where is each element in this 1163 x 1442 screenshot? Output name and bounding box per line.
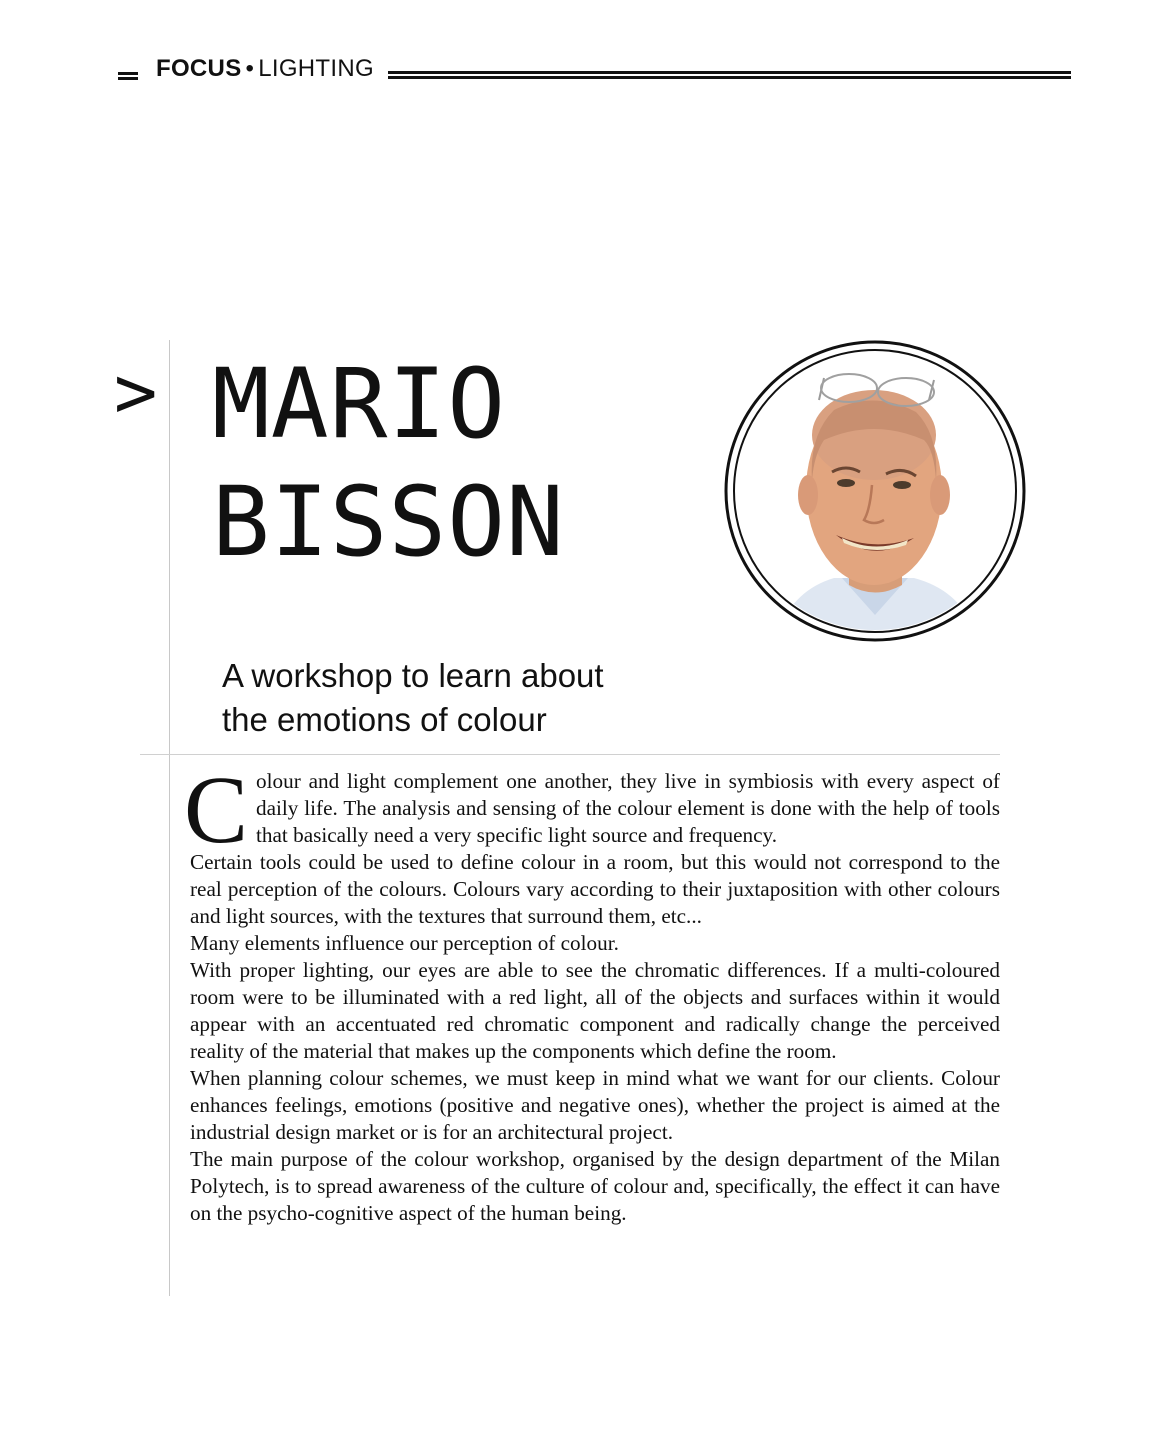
chevron-icon: > (114, 350, 158, 434)
subtitle-line-2: the emotions of colour (222, 701, 547, 738)
article-body (184, 756, 1000, 1227)
header-rule (388, 71, 1071, 74)
paragraph-1 (184, 756, 1000, 863)
paragraph-2: Certain tools could be used to define colour in a room, but this would not correspond to the real perception of the colours. Colours vary according to their juxtaposition with other colours and light sources, with the textures that surround them, etc... (190, 850, 1000, 928)
paragraph-3: Many elements influence our perception of colour. (190, 931, 619, 955)
paragraph-4: With proper lighting, our eyes are able to see the chromatic differences. If a multi-coloured room were to be illuminated with a red light, all of the objects and surfaces within it would appear with an accentuated red chromatic component and radically change the perceived reality of the material that makes up the components which define the room. (190, 958, 1000, 1063)
section-separator: • (245, 55, 255, 82)
header-dash-2 (118, 77, 138, 80)
page-header (118, 54, 1071, 86)
portrait-photo (724, 340, 1026, 642)
section-label (156, 54, 374, 84)
vertical-divider (169, 340, 170, 1296)
paragraph-1-text: olour and light complement one another, they live in symbiosis with every aspect of daily life. The analysis and sensing of the colour element is done with the help of tools that basically need a very specific light source and frequency. (256, 769, 1000, 847)
horizontal-divider (140, 754, 1000, 755)
header-dash (118, 72, 138, 75)
section-focus: FOCUS (156, 55, 242, 82)
first-name: MARIO (212, 348, 506, 460)
section-topic: LIGHTING (258, 55, 374, 82)
subtitle-line-1: A workshop to learn about (222, 657, 604, 694)
header-rule-2 (388, 76, 1071, 79)
paragraph-6: The main purpose of the colour workshop, organised by the design department of the Milan Polytech, is to spread awareness of the culture of colour and, specifically, the effect it can have on the psycho-cognitive aspect of the human being. (190, 1147, 1000, 1225)
subtitle (222, 654, 702, 742)
person-name (212, 345, 565, 581)
drop-cap: C (184, 756, 249, 863)
last-name: BISSON (212, 466, 565, 578)
paragraph-5: When planning colour schemes, we must keep in mind what we want for our clients. Colour enhances feelings, emotions (positive and negative ones), whether the project is aimed at the industrial design market or is for an architectural project. (190, 1066, 1000, 1144)
